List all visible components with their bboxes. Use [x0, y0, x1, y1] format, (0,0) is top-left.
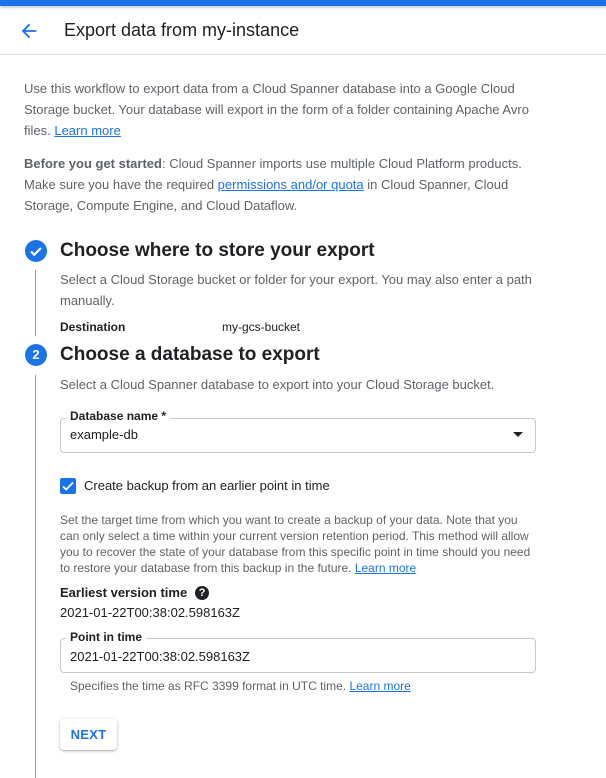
page-title: Export data from my-instance — [64, 20, 300, 40]
pitr-section — [60, 512, 540, 750]
step2-connector — [35, 375, 36, 778]
point-in-time-label: Point in time — [66, 630, 146, 644]
permissions-link[interactable]: permissions and/or quota — [217, 177, 364, 192]
destination-label: Destination — [60, 320, 126, 334]
point-in-time-value: 2021-01-22T00:38:02.598163Z — [70, 649, 250, 664]
top-bar — [0, 0, 606, 6]
backup-checkbox[interactable] — [60, 478, 76, 494]
earliest-version-label: Earliest version time — [60, 585, 188, 600]
step1-title[interactable]: Choose where to store your export — [60, 240, 375, 261]
header-divider — [0, 54, 606, 55]
step-number-badge: 2 — [25, 344, 47, 366]
pitr-learn-more-link[interactable]: Learn more — [354, 561, 417, 575]
before-you-start-text: Before you get started: Cloud Spanner imports use multiple Cloud Platform products. Make sure you have the required permissions and/or quota in Cloud Spanner, Cloud Storage, Compute Engine, and Cloud Dataflow. — [24, 156, 522, 213]
dropdown-arrow-icon — [513, 432, 523, 438]
database-name-label: Database name * — [66, 409, 170, 423]
back-arrow-icon[interactable] — [18, 20, 40, 42]
database-name-select[interactable] — [60, 418, 536, 453]
point-in-time-wrapper — [60, 630, 536, 673]
intro-text: Use this workflow to export data from a Cloud Spanner database into a Google Cloud Storage bucket. Your database will export in the form of a folder containing Apache Avro files. Learn more — [24, 81, 529, 138]
step1-connector — [35, 270, 36, 336]
next-button[interactable]: NEXT — [60, 719, 117, 750]
database-value: example-db — [70, 427, 138, 442]
help-icon[interactable]: ? — [195, 586, 209, 600]
destination-value: my-gcs-bucket — [222, 320, 301, 334]
step2-title: Choose a database to export — [60, 344, 320, 365]
earliest-version-value: 2021-01-22T00:38:02.598163Z — [60, 605, 240, 620]
point-in-time-helper: Specifies the time as RFC 3399 format in UTC time. Learn more — [70, 679, 411, 693]
learn-more-link[interactable]: Learn more — [54, 123, 121, 138]
rfc-learn-more-link[interactable]: Learn more — [349, 679, 411, 693]
step2-description: Select a Cloud Spanner database to export into your Cloud Storage bucket. — [60, 377, 495, 392]
earliest-version-row — [60, 585, 209, 601]
check-icon — [60, 478, 76, 494]
check-circle-icon — [25, 240, 47, 262]
step1-description: Select a Cloud Storage bucket or folder for your export. You may also enter a path manually. — [60, 272, 532, 308]
pitr-description: Set the target time from which you want to create a backup of your data. Note that you can only select a time within your current version retention period. This method will allow you to recover the state of your database from this specific point in time should you need to restore your database from this backup in the future. Learn more — [60, 513, 531, 575]
backup-checkbox-label[interactable]: Create backup from an earlier point in time — [84, 478, 330, 493]
